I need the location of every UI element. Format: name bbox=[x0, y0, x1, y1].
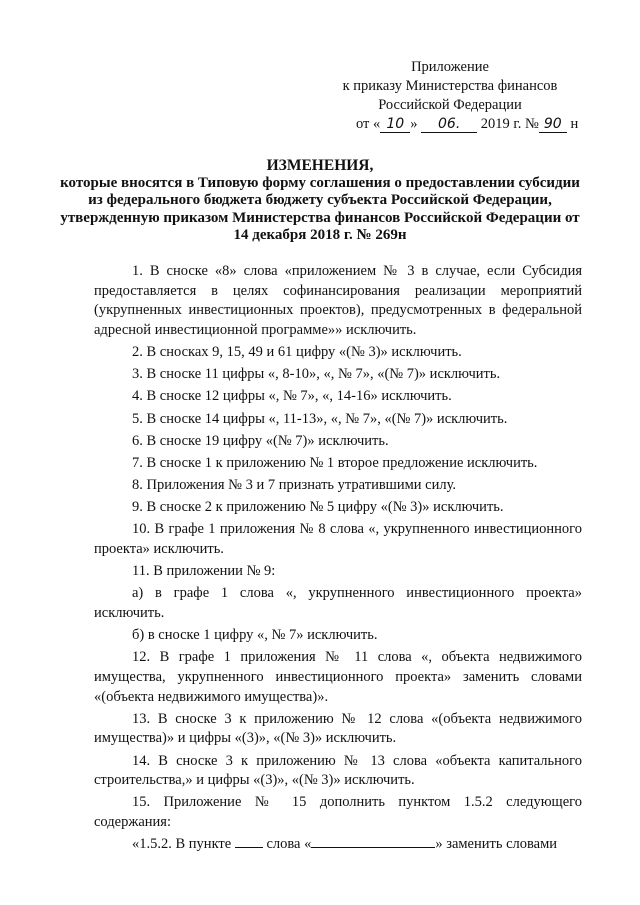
order-date-line bbox=[356, 115, 578, 134]
list-item: а) в графе 1 слова «, укрупненного инвестиционного проекта» исключить. bbox=[94, 585, 582, 622]
order-year: 2019 г. № bbox=[480, 116, 539, 132]
order-number-suffix: н bbox=[570, 116, 579, 132]
document-title bbox=[60, 157, 580, 245]
ministry-country: Российской Федерации bbox=[378, 97, 522, 113]
document-body bbox=[94, 262, 582, 855]
list-item: б) в сноске 1 цифру «, № 7» исключить. bbox=[132, 627, 378, 644]
date-mid: » bbox=[410, 116, 418, 132]
blank-field-words bbox=[311, 835, 435, 848]
amendment-text-line bbox=[94, 835, 582, 855]
title-subtitle: которые вносятся в Типовую форму соглашения о предоставлении субсидии из федерального бюджета бюджету субъекта Российской Федерации, утвержденную приказом Министерства финансов Российской Федерации от 14 декабря 2018 г. № 269н bbox=[60, 174, 580, 243]
list-item: 4. В сноске 12 цифры «, № 7», «, 14-16» исключить. bbox=[132, 388, 452, 405]
list-item: 8. Приложения № 3 и 7 признать утратившими силу. bbox=[132, 477, 457, 494]
list-item: 3. В сноске 11 цифры «, 8-10», «, № 7», «(№ 7)» исключить. bbox=[132, 366, 501, 383]
list-item: 15. Приложение № 15 дополнить пунктом 1.5.2 следующего содержания: bbox=[94, 794, 582, 830]
list-item: 12. В графе 1 приложения № 11 слова «, объекта недвижимого имущества, укрупненного инвестиционного проекта» заменить словами «(объекта недвижимого имущества)». bbox=[94, 649, 582, 705]
amendment-text-part1: «1.5.2. В пункте bbox=[132, 836, 232, 853]
title-main: ИЗМЕНЕНИЯ, bbox=[266, 157, 374, 174]
list-item: 10. В графе 1 приложения № 8 слова «, укрупненного инвестиционного проекта» исключить. bbox=[94, 521, 582, 558]
list-item: 6. В сноске 19 цифру «(№ 7)» исключить. bbox=[132, 432, 389, 449]
blank-field-point bbox=[235, 835, 263, 848]
list-item: 2. В сносках 9, 15, 49 и 61 цифру «(№ 3)» исключить. bbox=[132, 343, 462, 360]
list-item: 7. В сноске 1 к приложению № 1 второе предложение исключить. bbox=[132, 454, 538, 471]
appendix-label: Приложение bbox=[411, 59, 489, 75]
order-day: 10 bbox=[380, 116, 410, 133]
list-item: 9. В сноске 2 к приложению № 5 цифру «(№ 3)» исключить. bbox=[132, 499, 504, 516]
list-item: 13. В сноске 3 к приложению № 12 слова «(объекта недвижимого имущества)» и цифры «(3)», «(№ 3)» исключить. bbox=[94, 710, 582, 747]
appendix-header bbox=[340, 58, 560, 115]
list-item: 14. В сноске 3 к приложению № 13 слова «объекта капитального строительства,» и цифры «(3)», «(№ 3)» исключить. bbox=[94, 752, 582, 789]
order-month: 06. bbox=[421, 116, 477, 133]
list-item: 5. В сноске 14 цифры «, 11-13», «, № 7», «(№ 7)» исключить. bbox=[132, 410, 508, 427]
list-item: 1. В сноске «8» слова «приложением № 3 в случае, если Субсидия предоставляется в целях софинансирования реализации мероприятий (укрупненных инвестиционных проектов), предусмотренных в федеральной адресной инвестиционной программе»» исключить. bbox=[94, 263, 582, 338]
date-prefix: от « bbox=[356, 116, 381, 132]
list-item: 11. В приложении № 9: bbox=[132, 563, 276, 580]
order-number: 90 bbox=[539, 116, 567, 133]
amendment-text-part3: » заменить словами bbox=[435, 836, 558, 853]
order-reference: к приказу Министерства финансов bbox=[342, 78, 558, 94]
amendment-text-part2: слова « bbox=[266, 836, 312, 853]
